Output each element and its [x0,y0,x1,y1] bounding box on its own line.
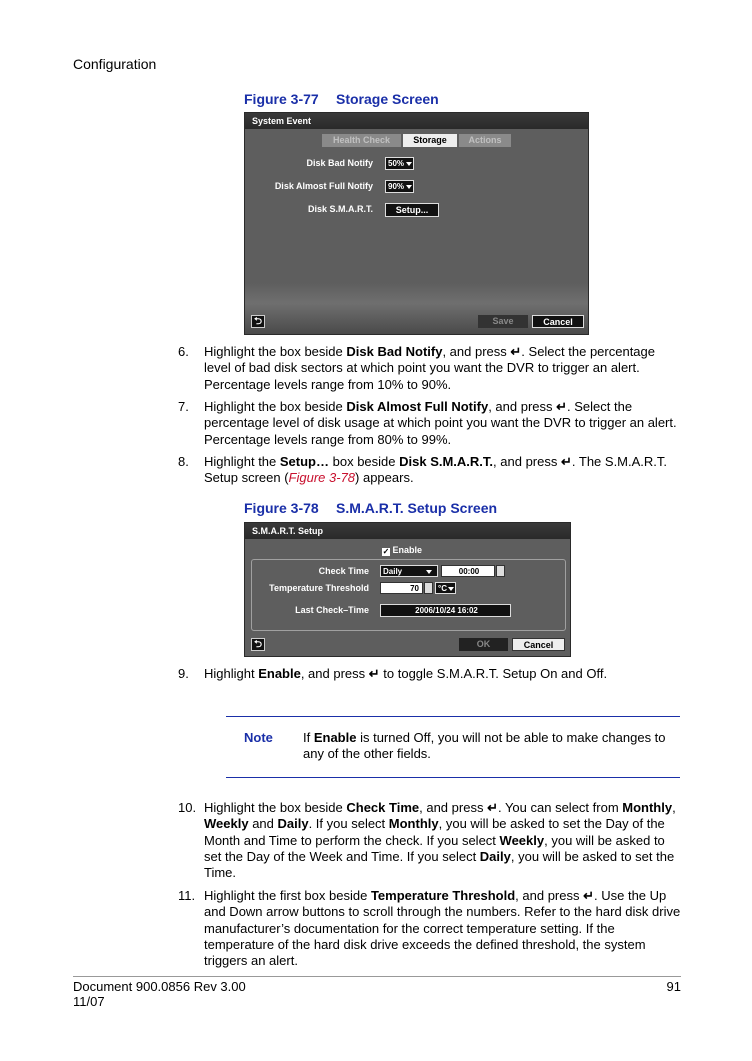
figure-caption [244,500,497,516]
ok-button[interactable]: OK [459,638,508,651]
step-8: 8. Highlight the Setup… box beside Disk S.M.A.R.T., and press ↵. The S.M.A.R.T. Setup screen (Figure 3-78) appears. [178,454,668,486]
step-10: 10. Highlight the box beside Check Time, and press ↵. You can select from Monthly, Weekly and Daily. If you select Monthly, you will be asked to set the Day of the Month and Time to perform the check. If you select Weekly, you will be asked to set the Day of the Week and Time. If you select Daily, you will be asked to set the Time. [178,800,676,881]
note-top-rule [226,716,680,717]
figure-title: Storage Screen [336,91,439,107]
temperature-input[interactable]: 70 [380,582,423,594]
disk-almost-full-select[interactable]: 90% [385,180,414,193]
figure-caption [244,91,439,107]
enter-key-icon: ↵ [556,399,568,414]
figure-number: Figure 3-78 [244,500,319,516]
cancel-button[interactable]: Cancel [512,638,565,651]
cancel-button[interactable]: Cancel [532,315,584,328]
enter-key-icon: ↵ [487,800,498,815]
page-number: 91 [666,979,681,994]
note-bottom-rule [226,777,680,778]
figure-number: Figure 3-77 [244,91,319,107]
note-text: If Enable is turned Off, you will not be able to make changes to any of the other fields. [303,730,666,762]
note-label: Note [244,730,273,745]
check-time-mode-select[interactable]: Daily [380,565,438,577]
back-arrow-icon[interactable]: ⮌ [251,315,265,328]
temperature-unit-select[interactable]: °C [435,582,456,594]
enter-key-icon: ↵ [560,454,572,469]
running-header: Configuration [73,56,157,72]
figure-title: S.M.A.R.T. Setup Screen [336,500,498,516]
enable-checkbox[interactable]: ✓ Enable [382,545,423,556]
tab-health-check[interactable]: Health Check [322,134,401,147]
enter-key-icon: ↵ [583,888,595,903]
tab-actions[interactable]: Actions [459,134,511,147]
footer-rule [73,976,681,977]
temperature-threshold-label: Temperature Threshold [269,583,369,593]
step-11: 11. Highlight the first box beside Temperature Threshold, and press ↵. Use the Up and Down arrow buttons to scroll through the numbers. Refer to the hard disk drive manufacturer’s documentation for the correct temperature setting. If the temperature of the hard disk drive exceeds the defined threshold, the system triggers an alert. [178,888,681,969]
enter-key-icon: ↵ [368,666,380,681]
back-arrow-icon[interactable]: ⮌ [251,638,265,651]
check-time-input[interactable]: 00:00 [441,565,495,577]
step-7: 7. Highlight the box beside Disk Almost Full Notify, and press ↵. Select the percentage level of disk usage at which point you want the DVR to trigger an alert. Percentage levels range from 80% to 99%. [178,399,677,447]
check-time-label: Check Time [318,566,369,576]
time-spinner[interactable] [496,565,505,577]
last-check-time-label: Last Check–Time [295,605,369,615]
enter-key-icon: ↵ [510,344,522,359]
step-6: 6. Highlight the box beside Disk Bad Notify, and press ↵. Select the percentage level of bad disk sectors at which point you want the DVR to trigger an alert. Percentage levels range from 10% to 90%. [178,344,655,392]
save-button[interactable]: Save [478,315,528,328]
figure-reference-link[interactable]: Figure 3-78 [288,470,356,486]
footer-document: Document 900.0856 Rev 3.00 11/07 [73,979,246,1009]
smart-setup-button[interactable]: Setup... [385,203,439,217]
smart-setup-screen [244,522,571,657]
screen-title: System Event [245,113,588,129]
disk-bad-notify-select[interactable]: 50% [385,157,414,170]
last-check-time-value: 2006/10/24 16:02 [380,604,511,617]
tab-storage[interactable]: Storage [403,134,457,147]
disk-smart-label: Disk S.M.A.R.T. [307,204,373,214]
storage-screen [244,112,589,335]
temperature-spinner[interactable] [424,582,433,594]
screen-title: S.M.A.R.T. Setup [245,523,570,539]
disk-bad-notify-label: Disk Bad Notify [306,158,373,168]
disk-almost-full-label: Disk Almost Full Notify [274,181,373,191]
step-9: 9. Highlight Enable, and press ↵ to toggle S.M.A.R.T. Setup On and Off. [178,666,608,681]
